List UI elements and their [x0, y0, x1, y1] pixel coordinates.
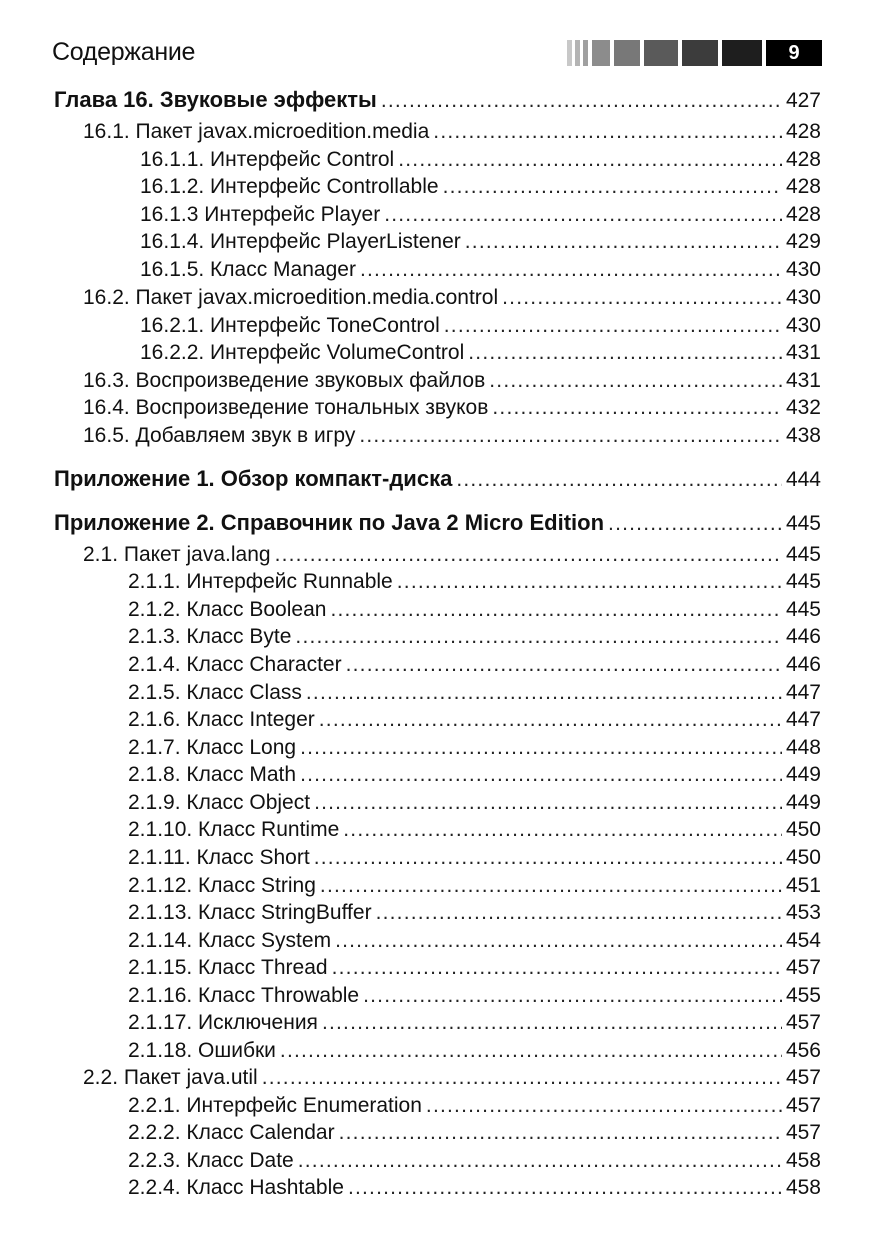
dot-leader [608, 512, 782, 536]
toc-entry-title: Приложение 2. Справочник по Java 2 Micro Edition [54, 510, 605, 535]
toc-entry-title: 16.1.1. Интерфейс Control [140, 148, 395, 171]
toc-entry-title: 2.1.15. Класс Thread [128, 956, 328, 979]
toc-entry-title: 2.1.11. Класс Short [128, 846, 310, 869]
toc-entry [128, 929, 821, 953]
toc-entry-page: 456 [785, 1039, 821, 1062]
toc-entry-title: 2.2.2. Класс Calendar [128, 1121, 335, 1144]
toc-entry [128, 791, 821, 815]
toc-entry [128, 984, 821, 1008]
toc-entry-title: 16.1.5. Класс Manager [140, 258, 356, 281]
toc-entry-page: 427 [785, 89, 821, 112]
toc-entry-title: 2.1.9. Класс Object [128, 791, 311, 814]
dot-leader [443, 175, 782, 199]
dot-leader [298, 1149, 782, 1173]
toc-entry-title: 2.1.2. Класс Boolean [128, 598, 327, 621]
toc-entry-title: 16.5. Добавляем звук в игру [83, 424, 356, 447]
dot-leader [314, 846, 782, 870]
header-bar-segment [682, 40, 718, 66]
dot-leader [280, 1039, 782, 1063]
toc-entry-page: 448 [785, 736, 821, 759]
toc-entry-title: Приложение 1. Обзор компакт-диска [54, 466, 453, 491]
dot-leader [300, 763, 782, 787]
toc-entry-title: 16.1.2. Интерфейс Controllable [140, 175, 439, 198]
toc-entry-page: 446 [785, 625, 821, 648]
toc-entry [128, 874, 821, 898]
dot-leader [343, 818, 782, 842]
dot-leader [319, 708, 782, 732]
header-decorative-bar [564, 40, 822, 66]
dot-leader [456, 468, 782, 492]
toc-entry [128, 736, 821, 760]
toc-entry-page: 453 [785, 901, 821, 924]
toc-entry [128, 570, 821, 594]
toc-entry-page: 457 [785, 1121, 821, 1144]
toc-entry-page: 450 [785, 846, 821, 869]
dot-leader [262, 1066, 782, 1090]
toc-entry [83, 369, 821, 393]
toc-entry-title: 2.1.5. Класс Class [128, 681, 302, 704]
header-bar-segment [722, 40, 762, 66]
toc-entry-page: 428 [785, 120, 821, 143]
toc-entry-title: 2.1.3. Класс Byte [128, 625, 292, 648]
toc-entry [128, 598, 821, 622]
dot-leader [444, 314, 782, 338]
toc-chapter-entry [54, 467, 821, 492]
toc-entry-page: 431 [785, 369, 821, 392]
dot-leader [397, 570, 782, 594]
toc-entry-title: 16.2. Пакет javax.microedition.media.control [83, 286, 499, 309]
dot-leader [468, 341, 782, 365]
dot-leader [330, 598, 782, 622]
toc-entry-page: 445 [785, 512, 821, 535]
toc-entry-title: 16.4. Воспроизведение тональных звуков [83, 396, 489, 419]
toc-entry [128, 681, 821, 705]
toc-entry [140, 258, 821, 282]
toc-chapter-entry [54, 88, 821, 113]
toc-entry-title: 2.2.1. Интерфейс Enumeration [128, 1094, 422, 1117]
toc-entry [128, 653, 821, 677]
toc-entry-page: 446 [785, 653, 821, 676]
toc-entry [128, 846, 821, 870]
toc-entry [128, 1039, 821, 1063]
dot-leader [489, 369, 782, 393]
dot-leader [306, 681, 782, 705]
toc-entry-title: 2.1.16. Класс Throwable [128, 984, 360, 1007]
toc-entry [83, 1066, 821, 1090]
toc-entry-page: 445 [785, 570, 821, 593]
toc-entry-title: 2.1.4. Класс Character [128, 653, 342, 676]
toc-entry-page: 455 [785, 984, 821, 1007]
toc-entry [140, 341, 821, 365]
dot-leader [384, 203, 782, 227]
toc-entry-page: 428 [785, 203, 821, 226]
dot-leader [322, 1011, 782, 1035]
toc-entry [140, 230, 821, 254]
dot-leader [492, 396, 782, 420]
toc-entry [83, 120, 821, 144]
toc-entry-page: 449 [785, 763, 821, 786]
toc-entry-page: 451 [785, 874, 821, 897]
toc-entry-title: 2.1.6. Класс Integer [128, 708, 315, 731]
dot-leader [465, 230, 782, 254]
toc-entry-title: 16.1.3 Интерфейс Player [140, 203, 381, 226]
toc-entry-title: 2.1.1. Интерфейс Runnable [128, 570, 393, 593]
toc-entry [128, 708, 821, 732]
toc-entry-page: 429 [785, 230, 821, 253]
dot-leader [376, 901, 782, 925]
toc-entry-title: 16.1.4. Интерфейс PlayerListener [140, 230, 461, 253]
toc-entry-page: 457 [785, 1094, 821, 1117]
toc-entry-page: 458 [785, 1149, 821, 1172]
toc-chapter-entry [54, 511, 821, 536]
header-bar-segment [592, 40, 610, 66]
toc-entry [83, 543, 821, 567]
toc-entry-page: 428 [785, 175, 821, 198]
toc-entry-title: 2.1.14. Класс System [128, 929, 332, 952]
toc-entry [128, 818, 821, 842]
dot-leader [339, 1121, 782, 1145]
toc-entry [128, 763, 821, 787]
toc-entry [140, 314, 821, 338]
header-bar-segment [614, 40, 640, 66]
toc-entry-page: 430 [785, 286, 821, 309]
dot-leader [335, 929, 782, 953]
toc-entry-title: 2.1.13. Класс StringBuffer [128, 901, 372, 924]
dot-leader [381, 89, 782, 113]
toc-entry-page: 444 [785, 468, 821, 491]
page-number: 9 [766, 40, 822, 66]
dot-leader [300, 736, 782, 760]
toc-entry [140, 148, 821, 172]
toc-entry-page: 457 [785, 1066, 821, 1089]
toc-entry-page: 450 [785, 818, 821, 841]
running-header-title: Содержание [52, 38, 196, 66]
toc-entry-page: 458 [785, 1176, 821, 1199]
toc-entry-page: 457 [785, 956, 821, 979]
toc-entry [128, 1011, 821, 1035]
dot-leader [348, 1176, 782, 1200]
toc-entry-title: 2.2. Пакет java.util [83, 1066, 258, 1089]
toc-entry-page: 438 [785, 424, 821, 447]
toc-entry [128, 956, 821, 980]
dot-leader [359, 424, 782, 448]
toc-entry [128, 901, 821, 925]
toc-entry-page: 445 [785, 598, 821, 621]
toc-entry [140, 175, 821, 199]
toc-entry [128, 1149, 821, 1173]
dot-leader [346, 653, 782, 677]
header-bar-segment [583, 40, 588, 66]
toc-entry [128, 625, 821, 649]
toc-entry-title: Глава 16. Звуковые эффекты [54, 87, 377, 112]
toc-entry-title: 2.2.4. Класс Hashtable [128, 1176, 344, 1199]
toc-entry-title: 2.1.18. Ошибки [128, 1039, 276, 1062]
dot-leader [360, 258, 782, 282]
dot-leader [363, 984, 782, 1008]
toc-entry-title: 2.1.12. Класс String [128, 874, 316, 897]
toc-entry-title: 2.1.10. Класс Runtime [128, 818, 340, 841]
toc-entry-page: 447 [785, 708, 821, 731]
toc-entry-title: 16.2.1. Интерфейс ToneControl [140, 314, 440, 337]
toc-entry-title: 2.1.8. Класс Math [128, 763, 297, 786]
header-bar-segment [644, 40, 678, 66]
toc-entry-title: 2.1.7. Класс Long [128, 736, 297, 759]
toc-entry-page: 449 [785, 791, 821, 814]
dot-leader [426, 1094, 782, 1118]
dot-leader [314, 791, 782, 815]
dot-leader [502, 286, 782, 310]
dot-leader [433, 120, 782, 144]
dot-leader [295, 625, 782, 649]
toc-entry [83, 286, 821, 310]
toc-entry-title: 2.1.17. Исключения [128, 1011, 318, 1034]
running-header [52, 36, 822, 70]
toc-entry-title: 16.3. Воспроизведение звуковых файлов [83, 369, 486, 392]
dot-leader [398, 148, 782, 172]
toc-entry-page: 447 [785, 681, 821, 704]
toc-entry-title: 16.1. Пакет javax.microedition.media [83, 120, 430, 143]
toc-entry [83, 396, 821, 420]
toc-entry-page: 457 [785, 1011, 821, 1034]
header-bar-segment [567, 40, 572, 66]
toc-entry [128, 1094, 821, 1118]
toc-entry-page: 432 [785, 396, 821, 419]
toc-entry-page: 431 [785, 341, 821, 364]
toc-entry [128, 1176, 821, 1200]
toc-entry-page: 445 [785, 543, 821, 566]
dot-leader [275, 543, 782, 567]
toc-entry [83, 424, 821, 448]
toc-entry-page: 454 [785, 929, 821, 952]
dot-leader [320, 874, 782, 898]
toc-entry [140, 203, 821, 227]
toc-entry-title: 2.1. Пакет java.lang [83, 543, 271, 566]
toc-entry-title: 16.2.2. Интерфейс VolumeControl [140, 341, 465, 364]
dot-leader [332, 956, 782, 980]
toc-entry-title: 2.2.3. Класс Date [128, 1149, 294, 1172]
toc-entry-page: 430 [785, 258, 821, 281]
toc-entry-page: 428 [785, 148, 821, 171]
toc-entry-page: 430 [785, 314, 821, 337]
header-bar-segment [575, 40, 580, 66]
toc-entry [128, 1121, 821, 1145]
